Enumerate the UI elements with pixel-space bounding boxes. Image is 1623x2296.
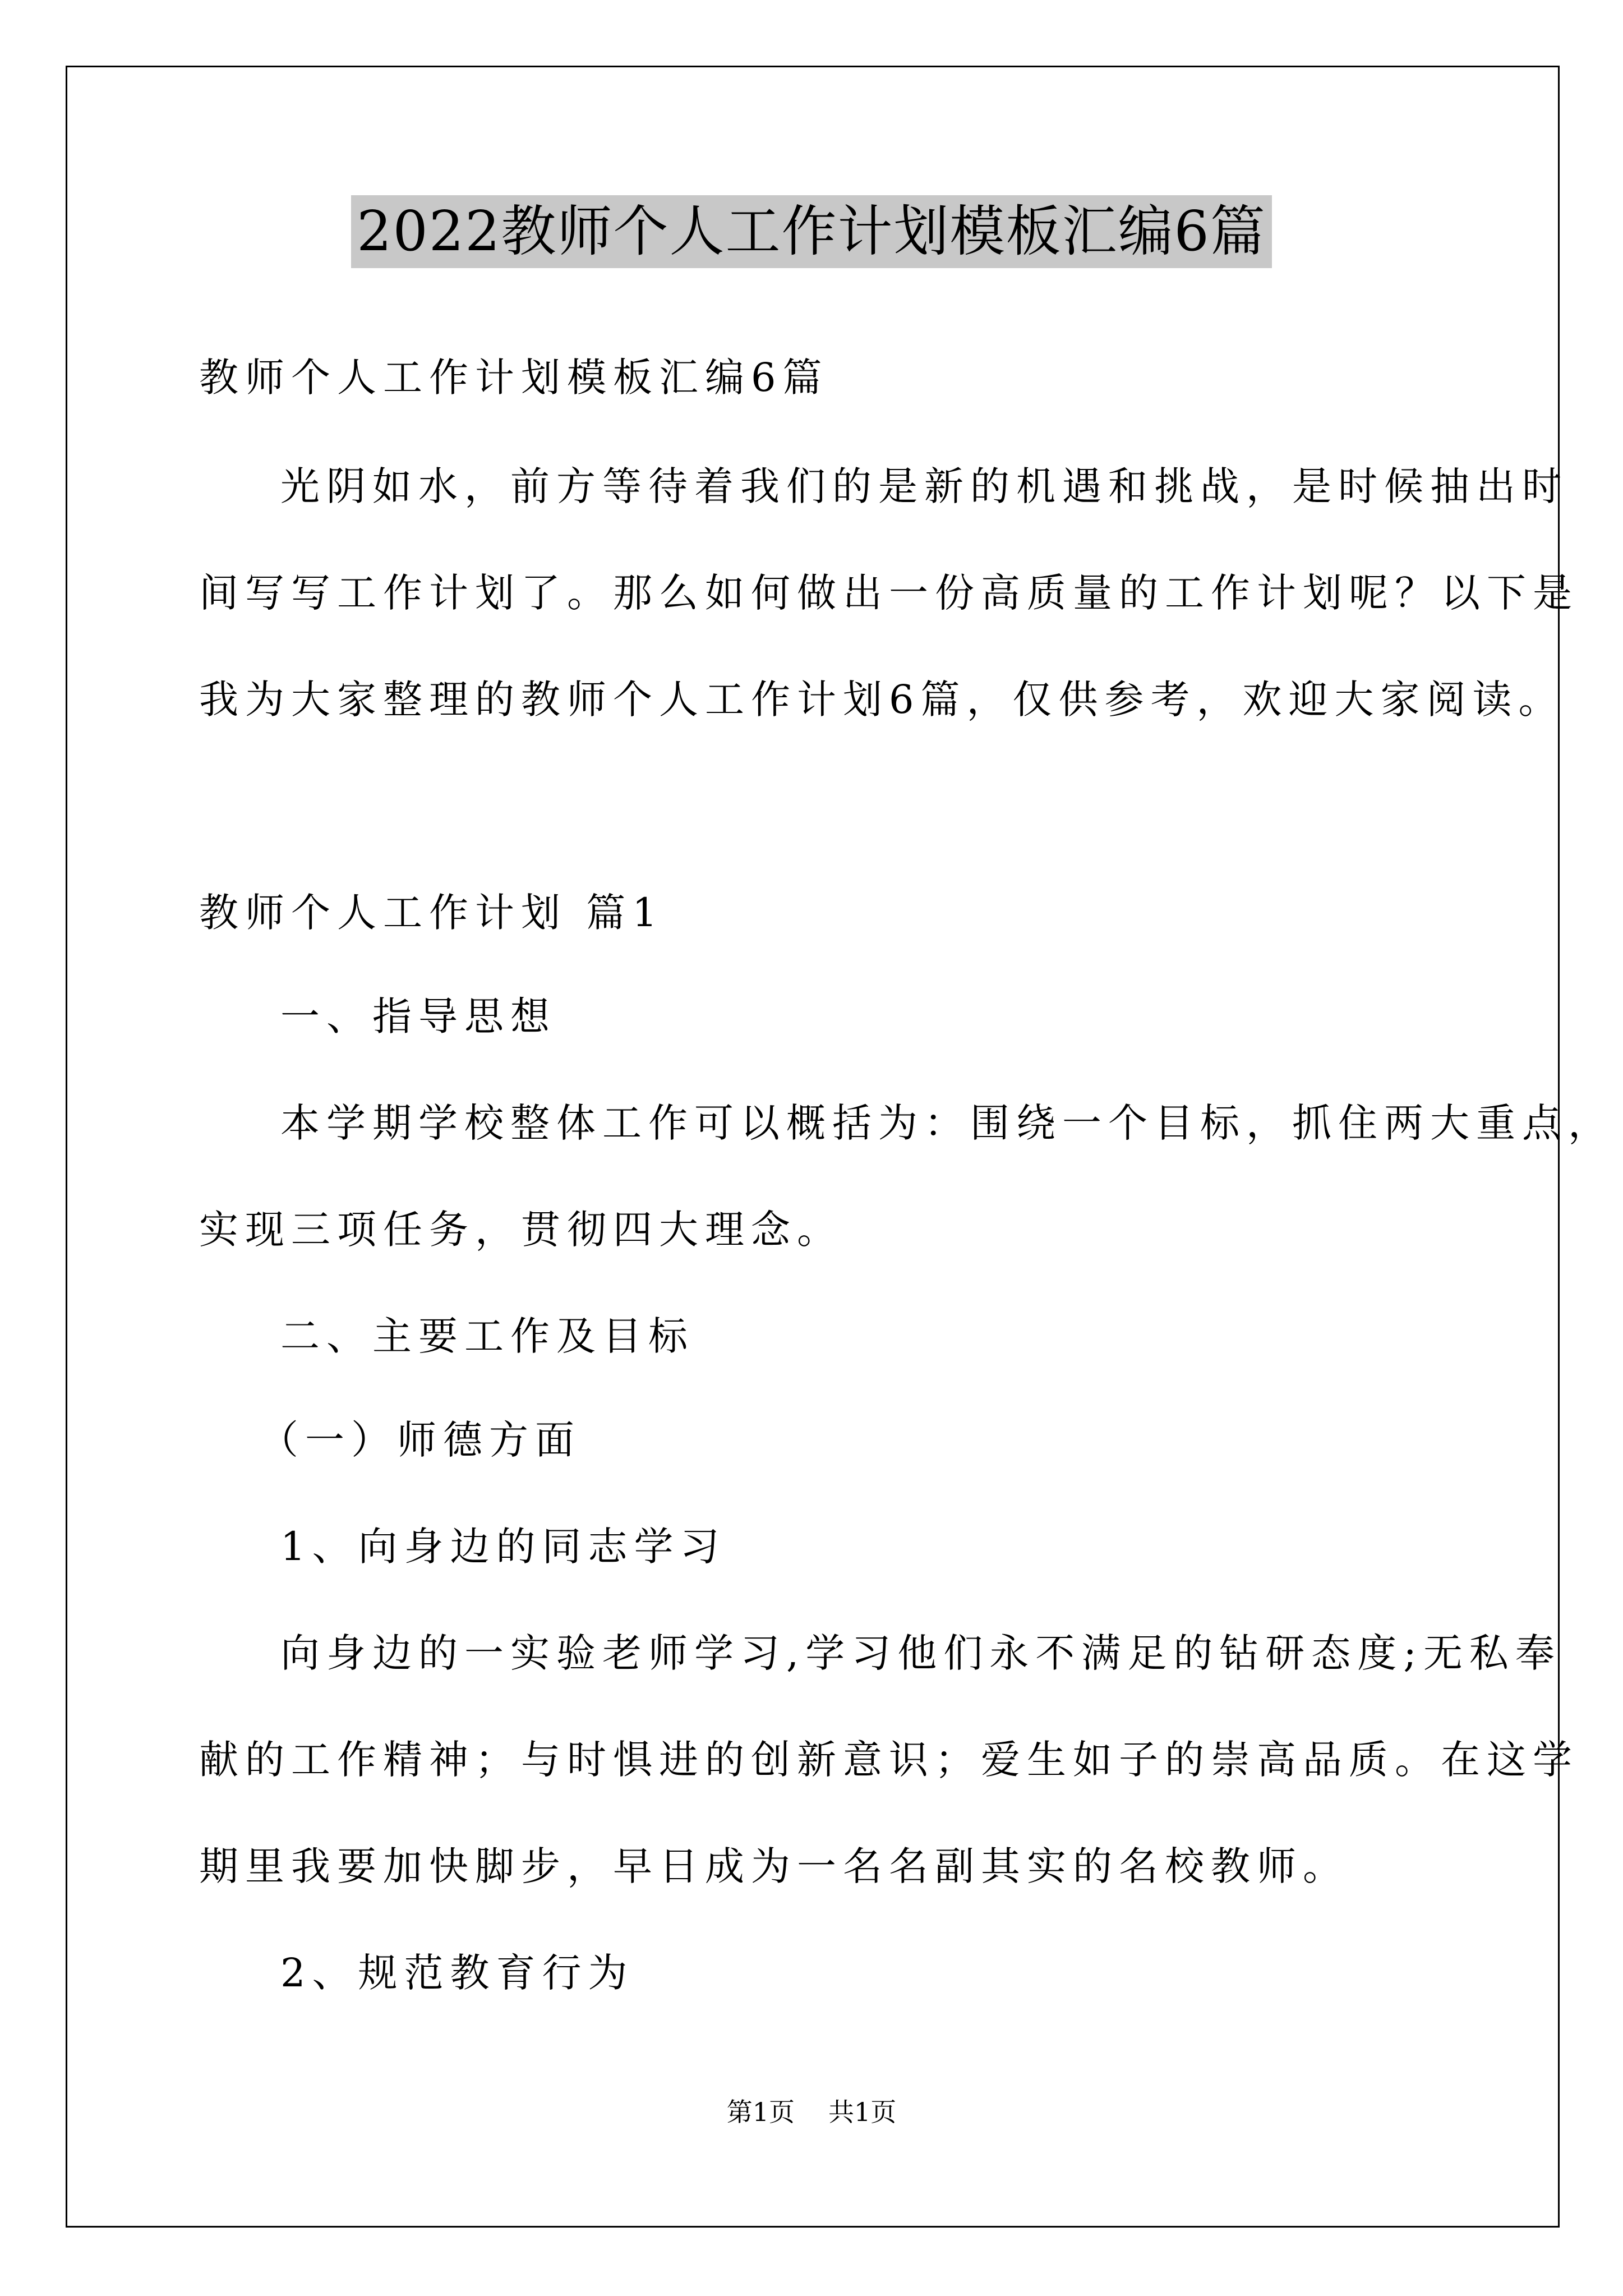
page-footer xyxy=(0,2095,1623,2129)
guiding-line-1: 本学期学校整体工作可以概括为：围绕一个目标，抓住两大重点， xyxy=(280,1100,1614,1146)
title-band xyxy=(0,195,1623,268)
section-heading: 教师个人工作计划 篇1 xyxy=(199,890,664,936)
page-number-total: 共1页 xyxy=(828,2097,897,2127)
heading-main-work: 二、主要工作及目标 xyxy=(280,1313,694,1359)
document-title: 2022教师个人工作计划模板汇编6篇 xyxy=(351,195,1272,268)
intro-line-2: 间写写工作计划了。那么如何做出一份高质量的工作计划呢？以下是 xyxy=(199,570,1579,616)
heading-ethics: （一）师德方面 xyxy=(259,1417,581,1463)
learn-line-3: 期里我要加快脚步，早日成为一名名副其实的名校教师。 xyxy=(199,1843,1349,1889)
heading-learn-from-colleagues: 1、向身边的同志学习 xyxy=(280,1524,726,1570)
heading-guiding-ideology: 一、指导思想 xyxy=(280,993,556,1039)
learn-line-1: 向身边的一实验老师学习,学习他们永不满足的钻研态度;无私奉 xyxy=(280,1630,1561,1676)
intro-line-3: 我为大家整理的教师个人工作计划6篇，仅供参考，欢迎大家阅读。 xyxy=(199,677,1565,723)
learn-line-2: 献的工作精神；与时惧进的创新意识；爱生如子的崇高品质。在这学 xyxy=(199,1737,1579,1783)
subtitle: 教师个人工作计划模板汇编6篇 xyxy=(199,355,829,401)
heading-standardize-behavior: 2、规范教育行为 xyxy=(280,1950,634,1996)
page-number-current: 第1页 xyxy=(726,2097,795,2127)
guiding-line-2: 实现三项任务，贯彻四大理念。 xyxy=(199,1207,843,1253)
intro-line-1: 光阴如水，前方等待着我们的是新的机遇和挑战，是时候抽出时 xyxy=(280,463,1568,509)
